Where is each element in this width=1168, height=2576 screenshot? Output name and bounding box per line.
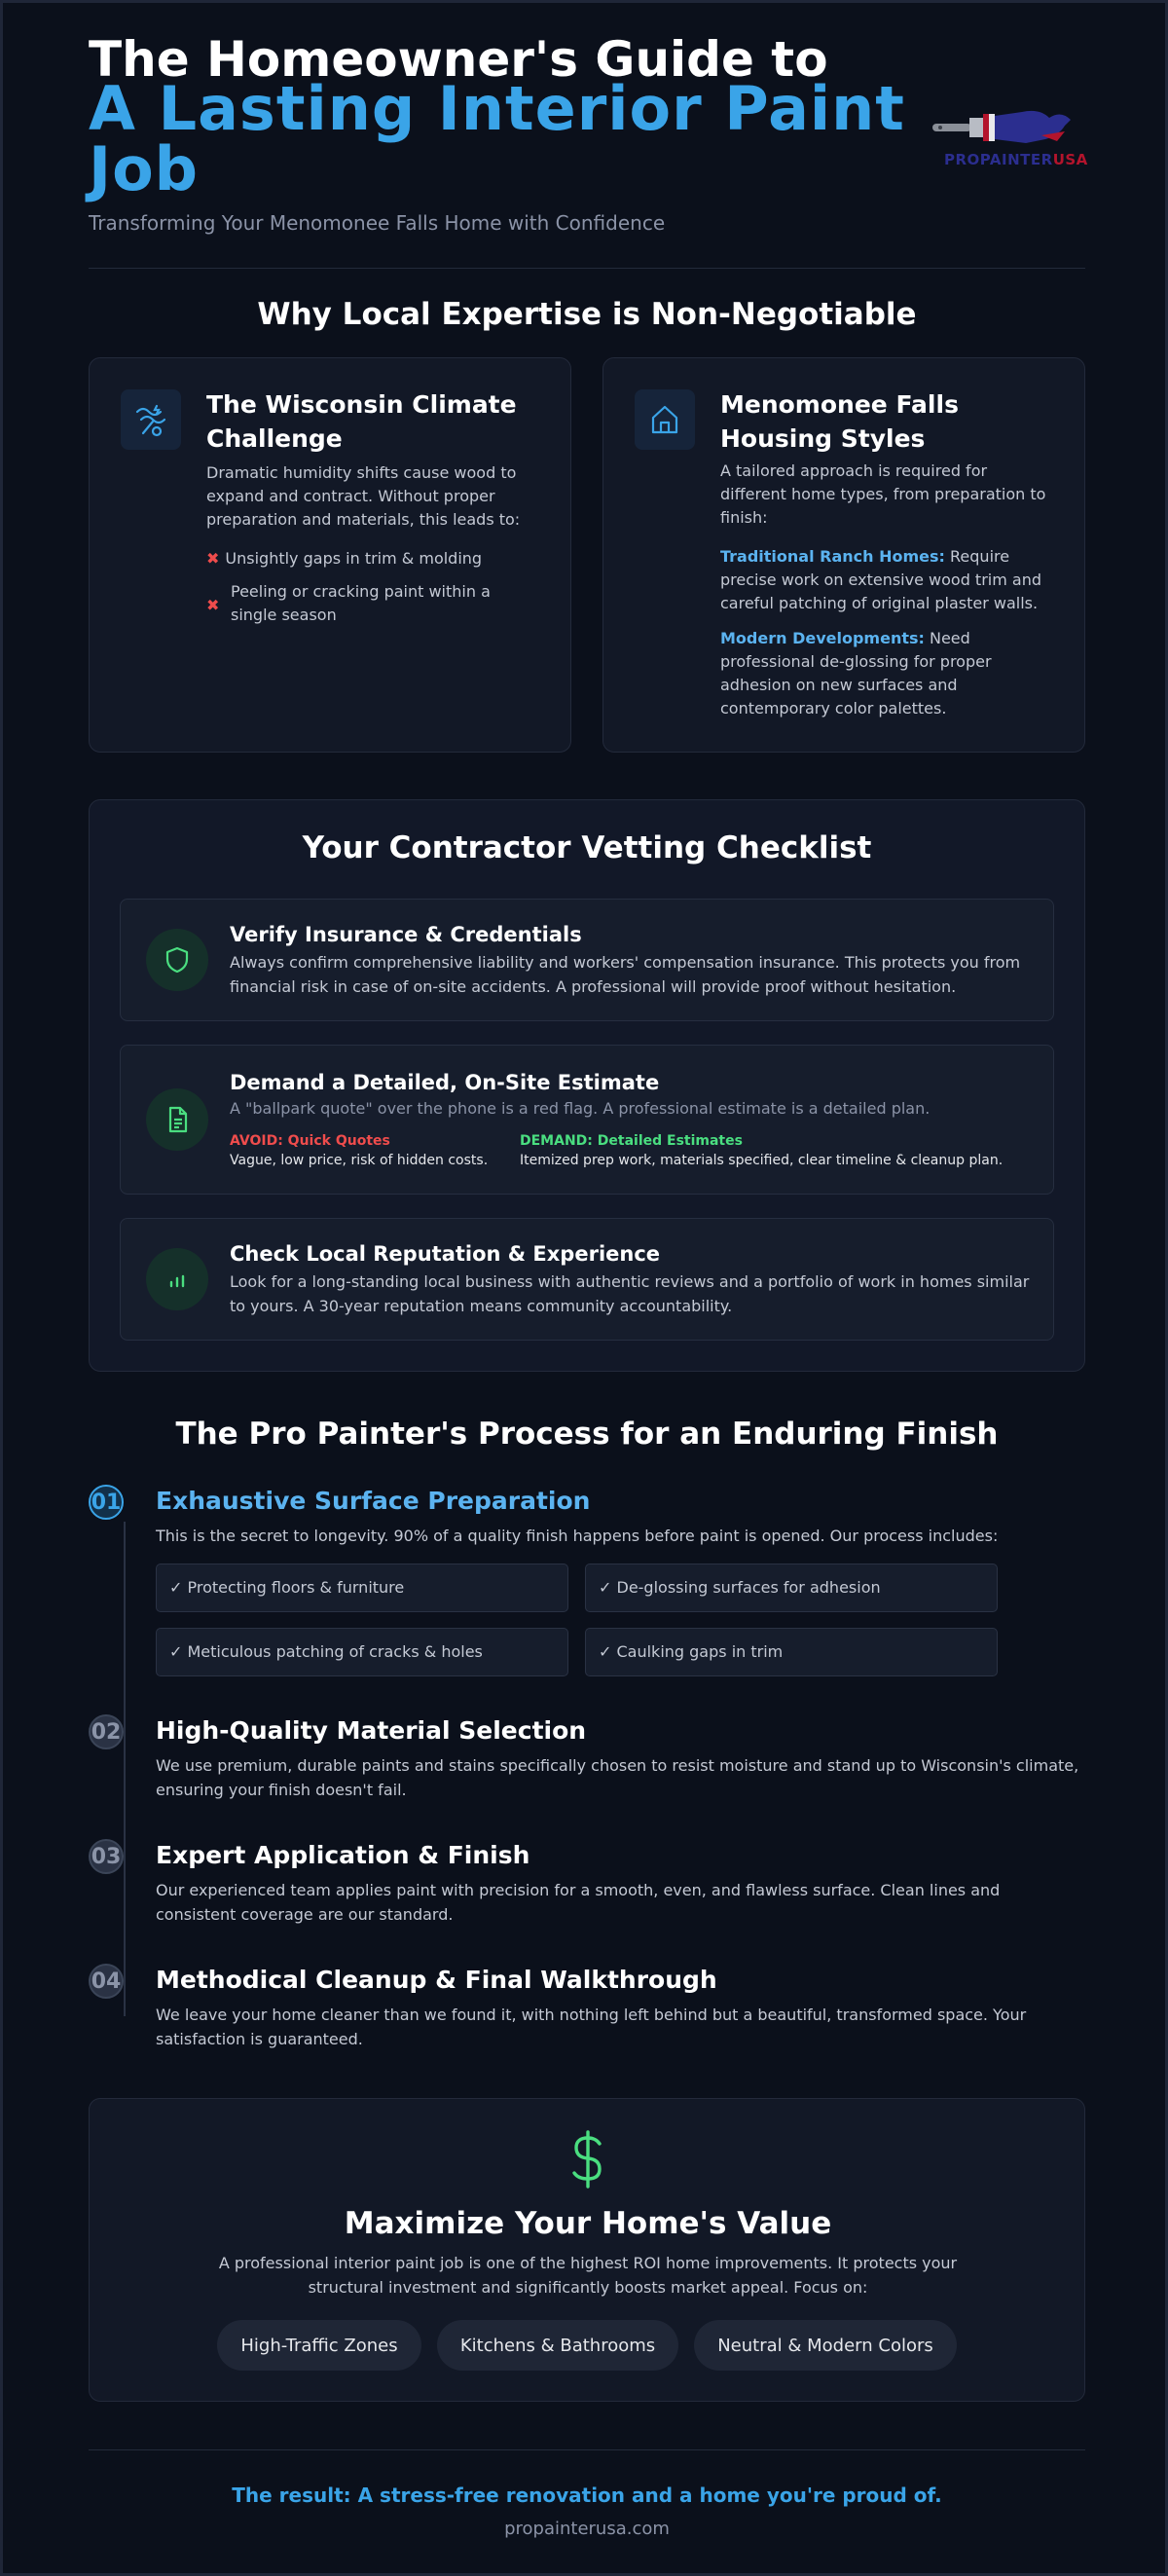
page-title-line1: The Homeowner's Guide to (89, 31, 828, 88)
prep-item: ✓ Protecting floors & furniture (156, 1564, 568, 1612)
page-title-line2: A Lasting Interior Paint Job (89, 73, 905, 204)
checklist-item-insurance (120, 899, 1054, 1021)
home-value-text: A professional interior paint job is one of the highest ROI home improvements. It protects your structural investment and significantly boosts market appeal. Focus on: (218, 2254, 958, 2297)
checklist-item-reputation (120, 1218, 1054, 1341)
demand-text: Itemized prep work, materials specified, clear timeline & cleanup plan. (520, 1153, 1004, 1168)
avoid-label: AVOID: Quick Quotes (230, 1133, 390, 1149)
weather-icon (121, 389, 181, 450)
step-text: We use premium, durable paints and stains specifically chosen to resist moisture and stand up to Wisconsin's climate, ensuring your finish doesn't fail. (156, 1756, 1079, 1799)
climate-card-text: Dramatic humidity shifts cause wood to expand and contract. Without proper preparation and materials, this leads to: (206, 463, 521, 529)
step-title: Methodical Cleanup & Final Walkthrough (156, 1966, 717, 1994)
step-text: Our experienced team applies paint with precision for a smooth, even, and flawless surface. Clean lines and consistent coverage are our standard. (156, 1881, 1001, 1924)
home-value-title: Maximize Your Home's Value (344, 2206, 832, 2241)
process-timeline-line (124, 1522, 126, 2016)
avoid-text: Vague, low price, risk of hidden costs. (230, 1153, 489, 1168)
climate-bullet: ✖ Unsightly gaps in trim & molding (206, 549, 483, 568)
focus-pill-high-traffic: High-Traffic Zones (217, 2320, 421, 2371)
modern-developments-text: Modern Developments: Need professional de-glossing for proper adhesion on new surfaces and contemporary color palettes. (720, 629, 992, 718)
result-statement: The result: A stress-free renovation and a home you're proud of. (232, 2484, 942, 2507)
focus-pill-neutral-colors: Neutral & Modern Colors (694, 2320, 957, 2371)
checklist-item-title: Verify Insurance & Credentials (230, 923, 582, 946)
step-number: 04 (89, 1964, 124, 1999)
process-heading: The Pro Painter's Process for an Enduring Finish (175, 1417, 999, 1452)
cross-icon: ✖ (206, 549, 220, 568)
divider (89, 268, 1085, 269)
checklist-item-title: Demand a Detailed, On-Site Estimate (230, 1071, 660, 1094)
housing-card-title: Menomonee Falls Housing Styles (720, 390, 959, 453)
step-title: Exhaustive Surface Preparation (156, 1487, 591, 1515)
prep-item: ✓ Caulking gaps in trim (585, 1628, 998, 1676)
shield-icon (146, 929, 208, 991)
step-number: 02 (89, 1714, 124, 1749)
checklist-item-title: Check Local Reputation & Experience (230, 1242, 661, 1266)
document-icon (146, 1088, 208, 1151)
checklist-item-text: Look for a long-standing local business with authentic reviews and a portfolio of work in homes similar to yours. A 30-year reputation means community accountability. (230, 1272, 1030, 1315)
housing-card-text: A tailored approach is required for different home types, from preparation to finish: (720, 461, 1046, 527)
checklist-item-estimate (120, 1045, 1054, 1195)
step-title: High-Quality Material Selection (156, 1716, 587, 1745)
ranch-homes-text: Traditional Ranch Homes: Require precise work on extensive wood trim and careful patching of original plaster walls. (720, 547, 1041, 612)
checklist-item-text: Always confirm comprehensive liability and workers' compensation insurance. This protects you from financial risk in case of on-site accidents. A professional will provide proof without hesitation. (230, 953, 1021, 996)
prep-item: ✓ Meticulous patching of cracks & holes (156, 1628, 568, 1676)
checklist-item-text: A "ballpark quote" over the phone is a red flag. A professional estimate is a detailed plan. (230, 1099, 931, 1118)
website-url: propainterusa.com (504, 2519, 670, 2539)
bar-chart-icon (146, 1248, 208, 1310)
cross-icon: ✖ (206, 596, 220, 614)
step-number: 03 (89, 1839, 124, 1874)
house-icon (635, 389, 695, 450)
propainter-logo (932, 106, 1088, 168)
step-text: This is the secret to longevity. 90% of a quality finish happens before paint is opened. Our process includes: (156, 1527, 999, 1545)
step-text: We leave your home cleaner than we found it, with nothing left behind but a beautiful, transformed space. Your satisfaction is guaranteed. (156, 2006, 1027, 2048)
checklist-heading: Your Contractor Vetting Checklist (302, 830, 872, 865)
housing-card (602, 357, 1085, 753)
step-title: Expert Application & Finish (156, 1841, 530, 1869)
local-expertise-heading: Why Local Expertise is Non-Negotiable (257, 297, 917, 332)
climate-card (89, 357, 571, 753)
paint-brush-flag-icon (932, 106, 1078, 153)
step-number: 01 (89, 1485, 124, 1520)
dollar-icon (561, 2128, 615, 2194)
climate-bullet: ✖ Peeling or cracking paint within a single season (206, 582, 491, 624)
climate-card-title: The Wisconsin Climate Challenge (206, 390, 517, 453)
prep-item: ✓ De-glossing surfaces for adhesion (585, 1564, 998, 1612)
focus-pill-kitchens-bathrooms: Kitchens & Bathrooms (437, 2320, 678, 2371)
demand-label: DEMAND: Detailed Estimates (520, 1133, 743, 1149)
logo-wordmark: PROPAINTERUSA (944, 151, 1088, 168)
page-subtitle: Transforming Your Menomonee Falls Home with Confidence (89, 211, 666, 235)
divider (89, 2449, 1085, 2450)
